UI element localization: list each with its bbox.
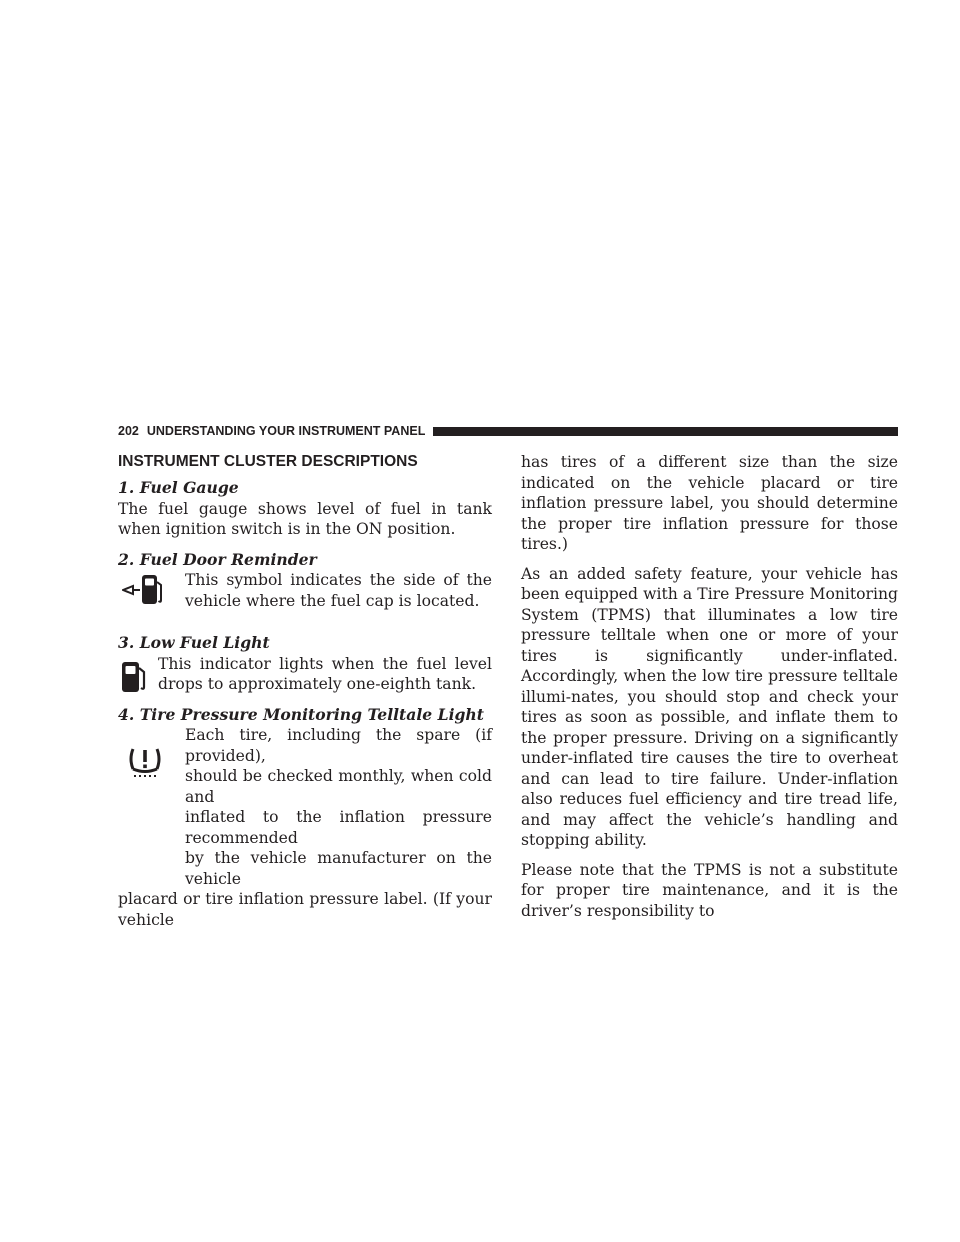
tire-pressure-warning-icon <box>127 745 163 779</box>
item-text-low-fuel-light: This indicator lights when the fuel level drops to approximately one-eighth tank. <box>158 654 492 693</box>
item-text-fuel-gauge: The fuel gauge shows level of fuel in tank when ignition switch is in the ON position. <box>118 499 492 538</box>
item-heading-tire-pressure: 4. Tire Pressure Monitoring Telltale Light <box>118 704 484 724</box>
item-heading-fuel-door-reminder: 2. Fuel Door Reminder <box>118 549 317 569</box>
left-column <box>118 452 492 930</box>
right-paragraph-2: As an added safety feature, your vehicle has been equipped with a Tire Pressure Monitoring System (TPMS) that illuminates a low tire pressure telltale when one or more of your tires is significantly under-inflated. Accordingly, when the low tire pressure telltale illumi-nates, you should stop and check your tires as soon as possible, and inflate them to the proper pressure. Driving on a significantly under-inflated tire causes the tire to overheat and can lead to tire failure. Under-inflation also reduces fuel efficiency and tire tread life, and may affect the vehicle’s handling and stopping ability. <box>521 564 898 849</box>
section-title: INSTRUMENT CLUSTER DESCRIPTIONS <box>118 453 418 470</box>
item-heading-low-fuel-light: 3. Low Fuel Light <box>118 633 270 652</box>
right-paragraph-3: Please note that the TPMS is not a substitute for proper tire maintenance, and it is the driver’s responsibility to <box>521 860 898 920</box>
tire-text-line-3: inflated to the inflation pressure recommended <box>185 808 492 847</box>
right-paragraph-1: has tires of a different size than the size indicated on the vehicle placard or tire inflation pressure label, you should determine the proper tire inflation pressure for those tires.) <box>521 453 898 553</box>
tire-pressure-row <box>118 725 492 889</box>
fuel-door-reminder-row <box>118 570 492 611</box>
page-number: 202 <box>118 424 139 438</box>
fuel-pump-icon <box>118 658 152 694</box>
low-fuel-light-row <box>118 654 492 695</box>
tire-text-line-1: Each tire, including the spare (if provided), <box>185 726 492 765</box>
tire-text-line-4: by the vehicle manufacturer on the vehicle <box>185 849 492 888</box>
page-header <box>118 423 898 439</box>
chapter-title: UNDERSTANDING YOUR INSTRUMENT PANEL <box>146 424 426 438</box>
tire-text-tail: placard or tire inflation pressure label. (If your vehicle <box>118 890 492 929</box>
item-heading-fuel-gauge: 1. Fuel Gauge <box>118 478 239 497</box>
fuel-door-reminder-icon <box>122 572 166 608</box>
header-rule <box>433 427 898 436</box>
item-text-fuel-door-reminder: This symbol indicates the side of the vehicle where the fuel cap is located. <box>185 571 492 610</box>
right-column <box>521 452 898 930</box>
tire-text-line-2: should be checked monthly, when cold and <box>185 767 492 806</box>
